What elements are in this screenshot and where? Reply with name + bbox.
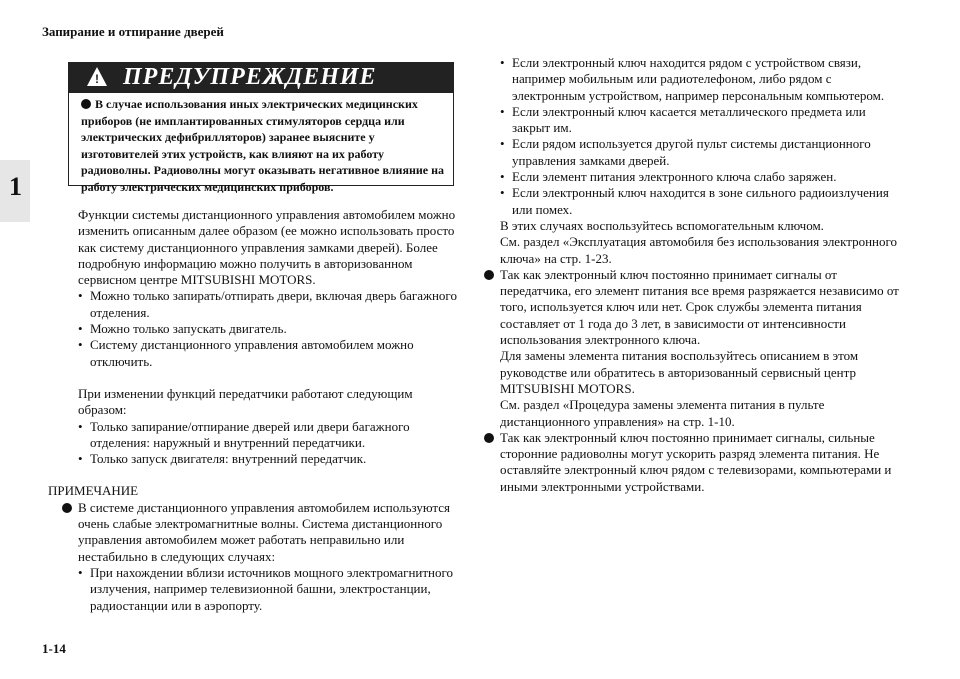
list-item: • Только запирание/отпирание дверей или двери багажного отделения: наружный и внутренний передатчики. xyxy=(78,419,458,452)
left-column xyxy=(48,207,458,614)
replacement-text: Для замены элемента питания воспользуйтесь описанием в этом руководстве или обратитесь в авторизованный сервисный центр MITSUBISHI MOTORS. xyxy=(500,348,859,396)
warning-title: ПРЕДУПРЕЖДЕНИЕ xyxy=(123,64,377,90)
list-item: • Если электронный ключ находится в зоне сильного радиоизлучения или помех. xyxy=(500,185,900,218)
warning-box xyxy=(68,62,454,194)
right-column xyxy=(500,55,900,495)
list-item: • Если электронный ключ находится рядом с устройством связи, например мобильным или радиотелефоном, либо рядом с электронным устройством, например персональным компьютером. xyxy=(500,55,900,104)
function-list xyxy=(78,288,458,369)
note-list xyxy=(78,565,458,614)
list-item: • При нахождении вблизи источников мощного электромагнитного излучения, например телевизионной башни, электростанции, радиостанции или в аэропорту. xyxy=(78,565,458,614)
conditions-list xyxy=(500,55,900,218)
list-item: • Можно только запускать двигатель. xyxy=(78,321,458,337)
reference-text: См. раздел «Процедура замены элемента питания в пульте дистанционного управления» на стр. 1-10. xyxy=(500,397,825,429)
note-text: В системе дистанционного управления автомобилем используются очень слабые электромагнитные волны. Система дистанционного управления автомобилем может работать неправильно или нестабильно в следующих случаях: xyxy=(78,499,451,564)
reference-text: См. раздел «Эксплуатация автомобиля без использования электронного ключа» на стр. 1-23. xyxy=(500,234,897,266)
list-item: • Если элемент питания электронного ключа слабо заряжен. xyxy=(500,169,900,185)
warning-text: В случае использования иных электрических медицинских приборов (не имплантированных стимуляторов сердца или электрических дефибрилляторов) заранее выясните у изготовителей этих устройств, как влияют на их работу радиоволны. Радиоволны могут оказывать негативное влияние на работу электрических медицинских приборов. xyxy=(81,97,445,194)
battery-text: Так как электронный ключ постоянно принимает сигналы от передатчика, его элемент питания все время разряжается независимо от того, используется ключ или нет. Срок службы элемента питания составляет от 1 года до 3 лет, в зависимости от интенсивности использования электронного ключа. xyxy=(500,266,899,348)
warning-triangle-icon: ! xyxy=(87,67,107,86)
transmitter-list xyxy=(78,419,458,468)
warning-text-block xyxy=(69,93,453,195)
radio-waves-note xyxy=(500,430,900,495)
list-item: • Можно только запирать/отпирать двери, включая дверь багажного отделения. xyxy=(78,288,458,321)
warning-title-bar xyxy=(69,63,453,93)
spare-key-text: В этих случаях воспользуйтесь вспомогательным ключом. xyxy=(500,217,824,233)
intro-paragraph: Функции системы дистанционного управления автомобилем можно изменить описанным далее образом (ее можно использовать просто как систему дистанционного управления замками дверей). Более подробную информацию можно получить в авторизованном сервисном центре MITSUBISHI MOTORS. xyxy=(78,207,456,288)
list-item: • Систему дистанционного управления автомобилем можно отключить. xyxy=(78,337,458,370)
list-item: • Если рядом используется другой пульт системы дистанционного управления замками дверей. xyxy=(500,136,900,169)
bullet-dot-icon xyxy=(484,433,494,443)
battery-note xyxy=(500,267,900,348)
page-number: 1-14 xyxy=(42,641,66,656)
chapter-number: 1 xyxy=(9,172,22,201)
page-header: Запирание и отпирание дверей xyxy=(42,24,224,39)
list-item: • Только запуск двигателя: внутренний передатчик. xyxy=(78,451,458,467)
note-item xyxy=(78,500,458,565)
chapter-tab xyxy=(0,160,30,222)
bullet-dot-icon xyxy=(81,99,91,109)
list-item: • Если электронный ключ касается металлического предмета или закрыт им. xyxy=(500,104,900,137)
transmitter-paragraph: При изменении функций передатчики работают следующим образом: xyxy=(78,385,413,418)
note-title: ПРИМЕЧАНИЕ xyxy=(48,483,139,499)
radio-waves-text: Так как электронный ключ постоянно принимает сигналы, сильные сторонние радиоволны могут ускорить разряд элемента питания. Не оставляйте электронный ключ рядом с телевизорами, компьютерами и иными электронными устройствами. xyxy=(500,429,892,494)
bullet-dot-icon xyxy=(484,270,494,280)
bullet-dot-icon xyxy=(62,503,72,513)
